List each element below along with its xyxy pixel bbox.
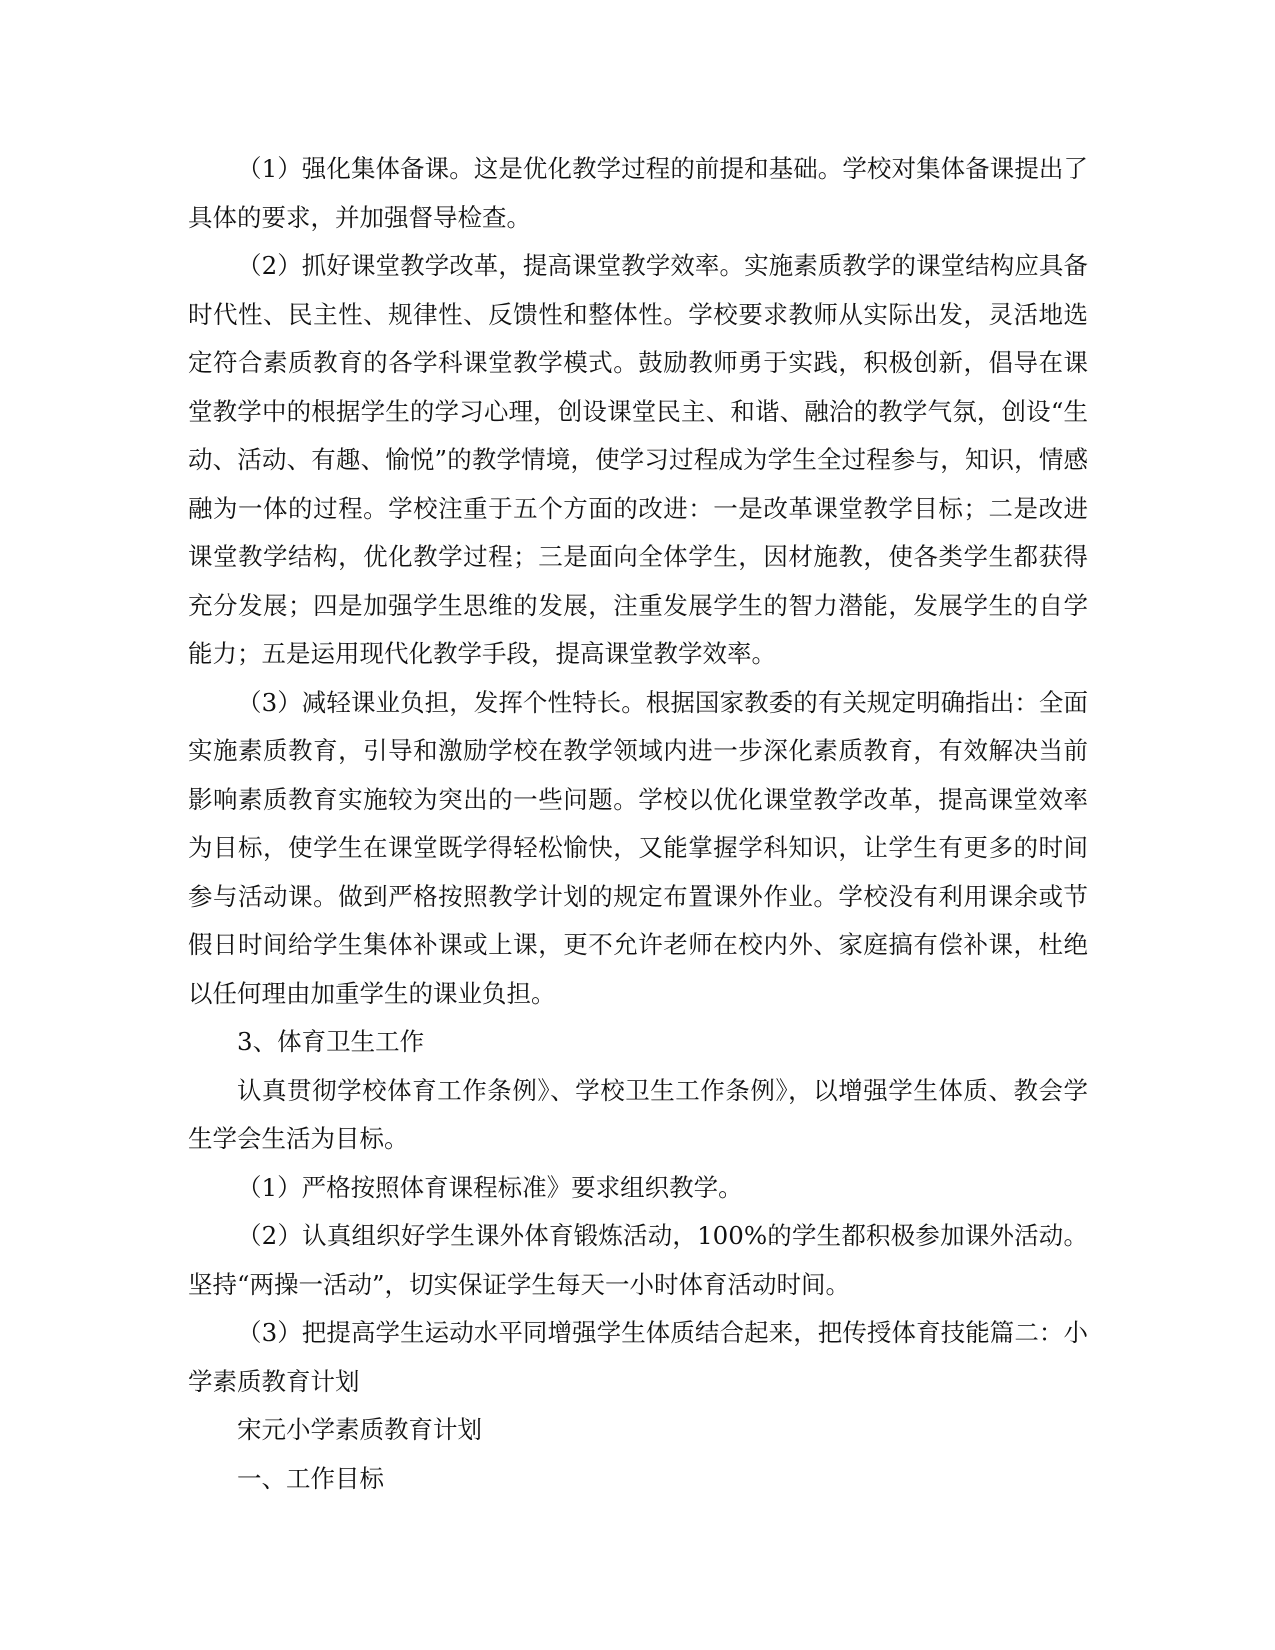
paragraph-reduce-burden: （3）减轻课业负担，发挥个性特长。根据国家教委的有关规定明确指出：全面实施素质教育，引导和激励学校在教学领域内进一步深化素质教育，有效解决当前影响素质教育实施较为突出的一些问题。学校以优化课堂教学改革，提高课堂效率为目标，使学生在课堂既学得轻松愉快，又能掌握学科知识，让学生有更多的时间参与活动课。做到严格按照教学计划的规定布置课外作业。学校没有利用课余或节假日时间给学生集体补课或上课，更不允许老师在校内外、家庭搞有偿补课，杜绝以任何理由加重学生的课业负担。 [188,687,1088,1008]
paragraph-pe-curriculum: （1）严格按照体育课程标准》要求组织教学。 [237,1172,743,1202]
document-body [188,145,1088,1503]
paragraph-extracurricular-sports: （2）认真组织好学生课外体育锻炼活动，100%的学生都积极参加课外活动。坚持“两操一活动”，切实保证学生每天一小时体育活动时间。 [188,1221,1088,1299]
section-heading-work-goals: 一、工作目标 [237,1463,384,1493]
paragraph-sports-skills: （3）把提高学生运动水平同增强学生体质结合起来，把传授体育技能篇二：小学素质教育计划 [188,1318,1088,1396]
document-title-songyuan-plan: 宋元小学素质教育计划 [237,1415,482,1444]
paragraph-collective-lesson-prep: （1）强化集体备课。这是优化教学过程的前提和基础。学校对集体备课提出了具体的要求，并加强督导检查。 [188,154,1088,232]
paragraph-classroom-reform: （2）抓好课堂教学改革，提高课堂教学效率。实施素质教学的课堂结构应具备时代性、民主性、规律性、反馈性和整体性。学校要求教师从实际出发，灵活地选定符合素质教育的各学科课堂教学模式。鼓励教师勇于实践，积极创新，倡导在课堂教学中的根据学生的学习心理，创设课堂民主、和谐、融洽的教学气氛，创设“生动、活动、有趣、愉悦”的教学情境，使学习过程成为学生全过程参与，知识，情感融为一体的过程。学校注重于五个方面的改进：一是改革课堂教学目标；二是改进课堂教学结构，优化教学过程；三是面向全体学生，因材施教，使各类学生都获得充分发展；四是加强学生思维的发展，注重发展学生的智力潜能，发展学生的自学能力；五是运用现代化教学手段，提高课堂教学效率。 [188,251,1088,668]
section-heading-sports-health: 3、体育卫生工作 [237,1027,425,1056]
paragraph-sports-regulations: 认真贯彻学校体育工作条例》、学校卫生工作条例》，以增强学生体质、教会学生学会生活为目标。 [188,1075,1088,1153]
